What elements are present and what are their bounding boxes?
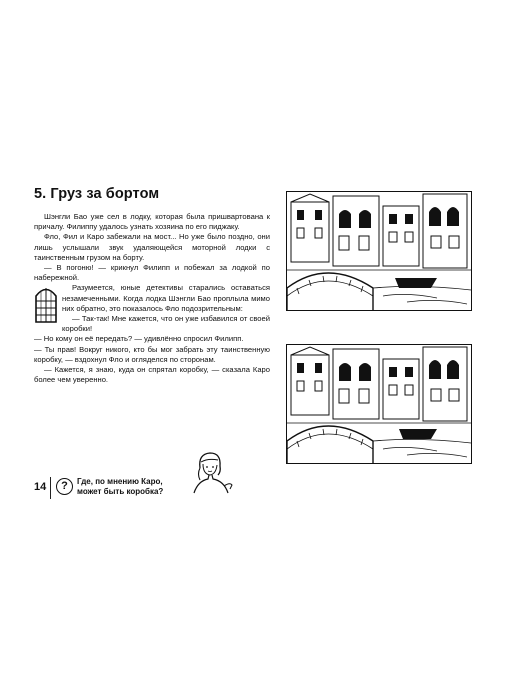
canal-scene-top bbox=[286, 191, 472, 311]
paragraph: — Кажется, я знаю, куда он спрятал коробку, — сказала Каро более чем уверенно. bbox=[34, 365, 270, 385]
paragraph: — Ты прав! Вокруг никого, кто бы мог забрать эту таинственную коробку, — вздохнул Фло и огляделся по сторонам. bbox=[34, 344, 270, 364]
chapter-title: 5. Груз за бортом bbox=[34, 186, 160, 202]
story-text bbox=[34, 212, 270, 385]
window-icon bbox=[33, 282, 59, 324]
page-number: 14 bbox=[34, 481, 47, 493]
paragraph: Шэнгли Бао уже сел в лодку, которая была пришвартована к причалу. Филиппу удалось узнать хозяина по его пиджаку. bbox=[34, 212, 270, 232]
paragraph: Разумеется, юные детективы старались оставаться незамеченными. Когда лодка Шэнгли Бао проплыла мимо них обратно, это показалось Фло подозрительным: bbox=[62, 283, 270, 313]
paragraph: — Но кому он её передать? — удивлённо спросил Филипп. bbox=[34, 334, 244, 344]
question-line: Где, по мнению Каро, bbox=[77, 477, 163, 486]
paragraph: — В погоню! — крикнул Филипп и побежал за лодкой по набережной. bbox=[34, 263, 270, 283]
girl-figure-icon bbox=[188, 448, 234, 494]
question-line: может быть коробка? bbox=[77, 487, 164, 496]
question-mark-icon: ? bbox=[56, 478, 73, 495]
footer-divider bbox=[50, 477, 51, 499]
canal-scene-bottom bbox=[286, 344, 472, 464]
paragraph: Фло, Фил и Каро забежали на мост... Но уже было поздно, они лишь услышали звук удаляющейся моторной лодки с таинственным грузом на борту. bbox=[34, 232, 270, 262]
paragraph: — Так-так! Мне кажется, что он уже избавился от своей коробки! bbox=[62, 314, 270, 334]
question-prompt bbox=[77, 477, 163, 497]
